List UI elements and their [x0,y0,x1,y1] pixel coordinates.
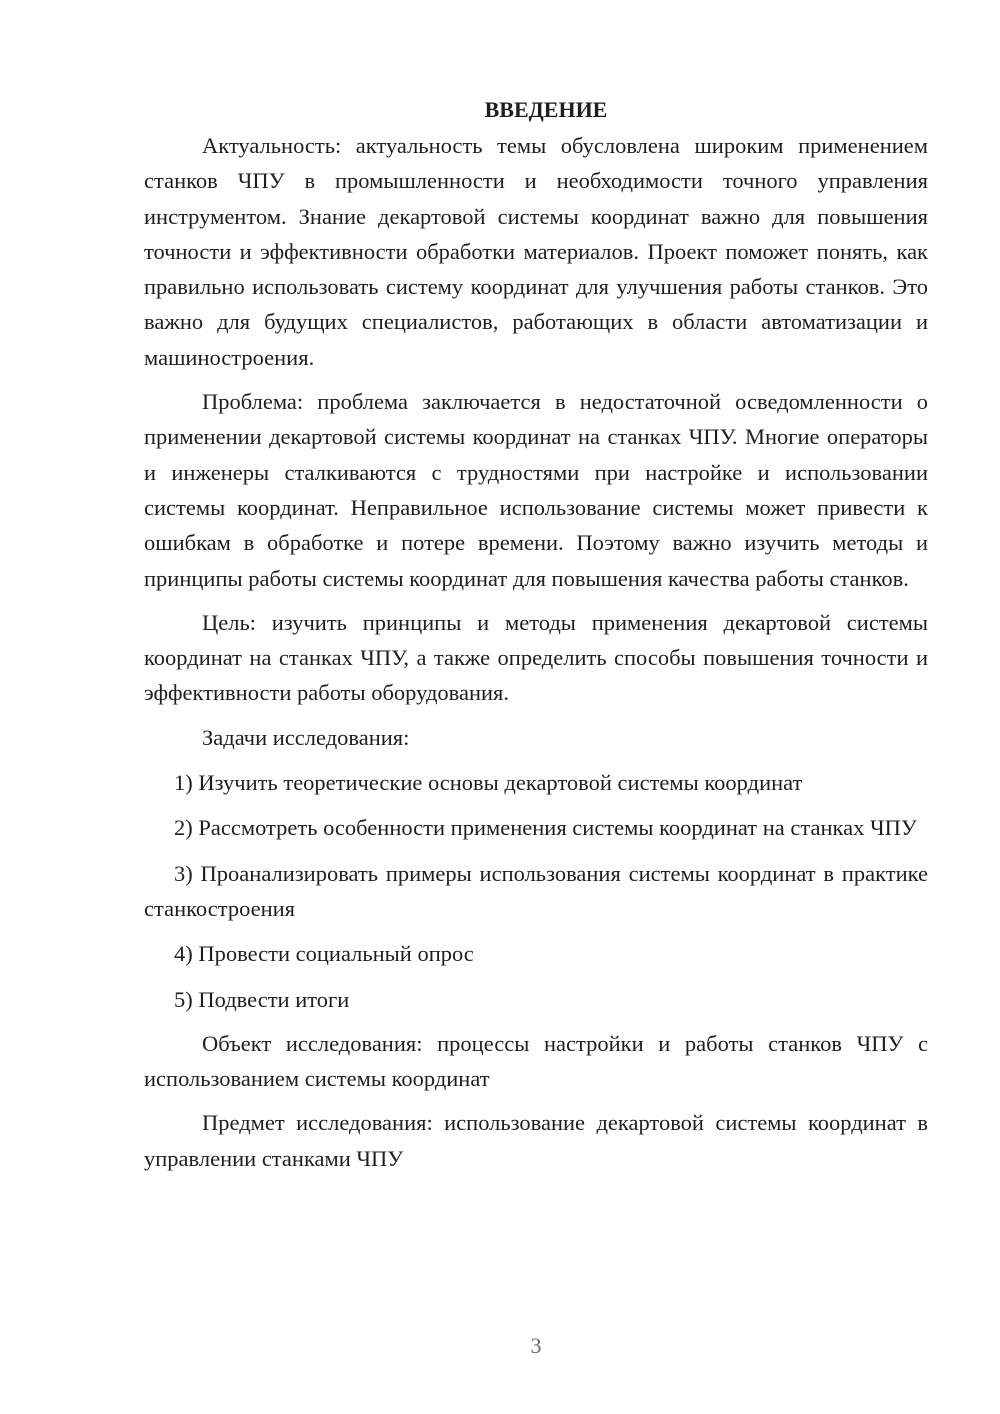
list-item-task-4: 4) Провести социальный опрос [174,941,474,967]
document-page [144,92,928,1176]
list-item-task-5: 5) Подвести итоги [174,986,350,1012]
list-item-task-1: 1) Изучить теоретические основы декартовой системы координат [174,770,803,796]
paragraph-object: Объект исследования: процессы настройки и работы станков ЧПУ с использованием системы координат [144,1030,928,1092]
page-title: ВВЕДЕНИЕ [484,97,608,122]
page-number: 3 [530,1333,542,1358]
paragraph-goal: Цель: изучить принципы и методы применения декартовой системы координат на станках ЧПУ, а также определить способы повышения точности и эффективности работы оборудования. [144,609,928,706]
paragraph-subject: Предмет исследования: использование декартовой системы координат в управлении станками ЧПУ [144,1110,928,1171]
paragraph-tasks-heading: Задачи исследования: [202,724,410,750]
paragraph-problem: Проблема: проблема заключается в недостаточной осведомленности о применении декартовой системы координат на станках ЧПУ. Многие операторы и инженеры сталкиваются с трудностями при настройке и использовании системы координат. Неправильное использование системы может привести к ошибкам в обработке и потере времени. Поэтому важно изучить методы и принципы работы системы координат для повышения качества работы станков. [144,389,928,591]
list-item-task-3: 3) Проанализировать примеры использования системы координат в практике станкостроения [144,860,928,921]
list-item-task-2: 2) Рассмотреть особенности применения системы координат на станках ЧПУ [174,815,917,841]
paragraph-relevance: Актуальность: актуальность темы обусловлена широким применением станков ЧПУ в промышленности и необходимости точного управления инструментом. Знание декартовой системы координат важно для повышения точности и эффективности обработки материалов. Проект поможет понять, как правильно использовать систему координат для улучшения работы станков. Это важно для будущих специалистов, работающих в области автоматизации и машиностроения. [144,133,928,370]
